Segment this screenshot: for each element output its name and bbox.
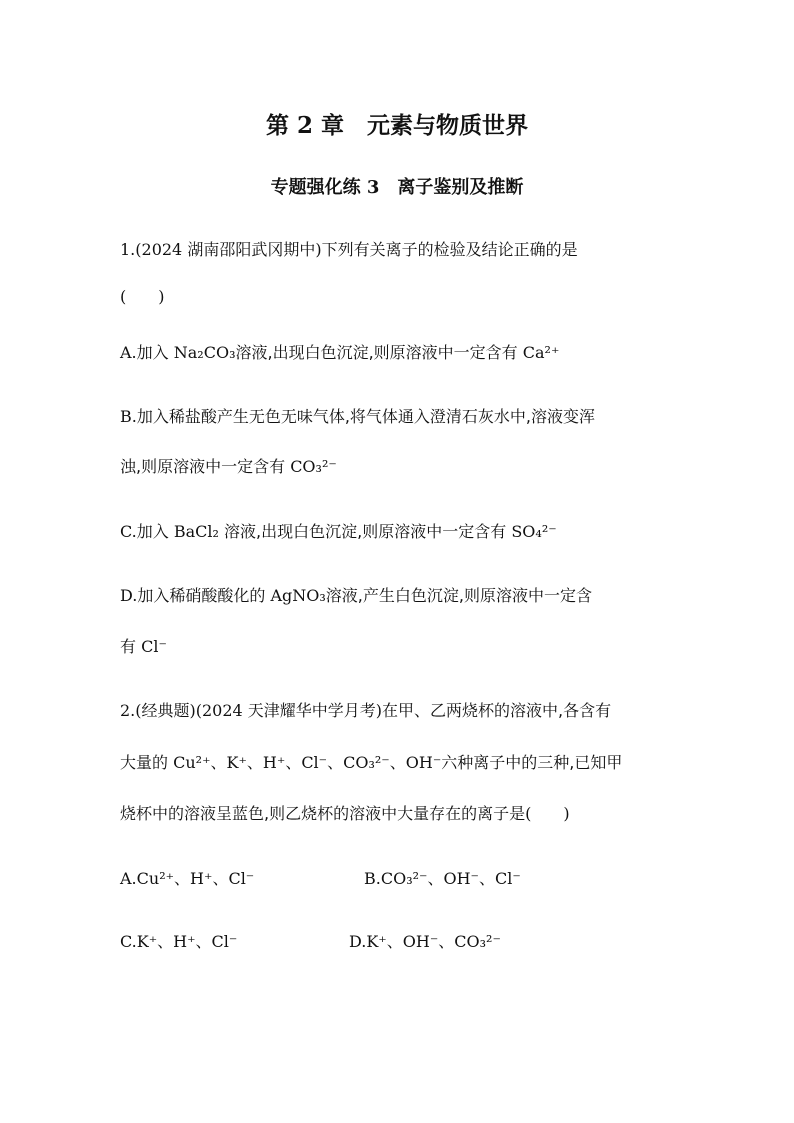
q2-stem-text: 大量的 <box>120 753 169 772</box>
option-text: 溶液,出现白色沉淀,则原溶液中一定含有 <box>224 522 507 541</box>
q1-answer-blank: ( ) <box>120 287 165 306</box>
option-text: 溶液,出现白色沉淀,则原溶液中一定含有 <box>235 343 518 362</box>
q2-answer-blank: ( ) <box>525 804 570 823</box>
q2-option-a: A.Cu²⁺、H⁺、Cl⁻ <box>120 869 255 888</box>
option-text: 加入 <box>136 522 169 541</box>
q2-option-b: B.CO₃²⁻、OH⁻、Cl⁻ <box>364 869 521 888</box>
ion-formula: Ca²⁺ <box>522 343 560 362</box>
q2-stem-line3 <box>120 803 570 825</box>
reagent-formula: Na₂CO₃ <box>173 343 236 362</box>
option-text: 溶液,产生白色沉淀,则原溶液中一定含 <box>325 586 592 605</box>
q2-stem-line2 <box>120 752 622 774</box>
q1-number: 1. <box>120 240 136 259</box>
q2-stem-text: 六种离子中的三种,已知甲 <box>441 753 623 772</box>
chapter-title: 第 2 章 元素与物质世界 <box>265 112 529 139</box>
option-text: 加入 <box>136 343 169 362</box>
ion-formula: CO₃²⁻ <box>290 457 337 476</box>
option-text: 浊,则原溶液中一定含有 <box>120 457 286 476</box>
ion-formula: SO₄²⁻ <box>511 522 557 541</box>
q1-option-a <box>120 342 559 364</box>
q1-option-c <box>120 521 557 543</box>
reagent-formula: BaCl₂ <box>173 522 219 541</box>
q1-option-b <box>120 406 595 428</box>
q1-source: (2024 湖南邵阳武冈期中) <box>135 240 322 259</box>
option-text: 有 <box>120 637 137 656</box>
q1-option-d-cont <box>120 636 167 658</box>
option-label: A. <box>120 343 137 362</box>
q2-stem <box>120 700 611 722</box>
q1-stem-text: 下列有关离子的检验及结论正确的是 <box>321 240 578 259</box>
q2-stem-text: 在甲、乙两烧杯的溶液中,各含有 <box>382 701 612 720</box>
option-label: C. <box>120 522 137 541</box>
option-text: 加入稀硝酸酸化的 <box>137 586 266 605</box>
section-title: 专题强化练 3 离子鉴别及推断 <box>270 177 524 198</box>
q2-stem-text: 烧杯中的溶液呈蓝色,则乙烧杯的溶液中大量存在的离子是 <box>120 804 526 823</box>
ion-formula: Cl⁻ <box>141 637 167 656</box>
q2-number: 2. <box>120 701 136 720</box>
option-label: D. <box>120 586 138 605</box>
q2-option-d: D.K⁺、OH⁻、CO₃²⁻ <box>349 932 501 951</box>
option-label: B. <box>120 407 137 426</box>
ion-list: Cu²⁺、K⁺、H⁺、Cl⁻、CO₃²⁻、OH⁻ <box>173 753 442 772</box>
q2-option-c: C.K⁺、H⁺、Cl⁻ <box>120 932 238 951</box>
q2-source: (经典题)(2024 天津耀华中学月考) <box>135 701 383 720</box>
q1-option-b-cont <box>120 456 337 478</box>
option-text: 加入稀盐酸产生无色无味气体,将气体通入澄清石灰水中,溶液变浑 <box>136 407 596 426</box>
q1-option-d <box>120 585 592 607</box>
q1-stem <box>120 239 578 261</box>
reagent-formula: AgNO₃ <box>270 586 326 605</box>
